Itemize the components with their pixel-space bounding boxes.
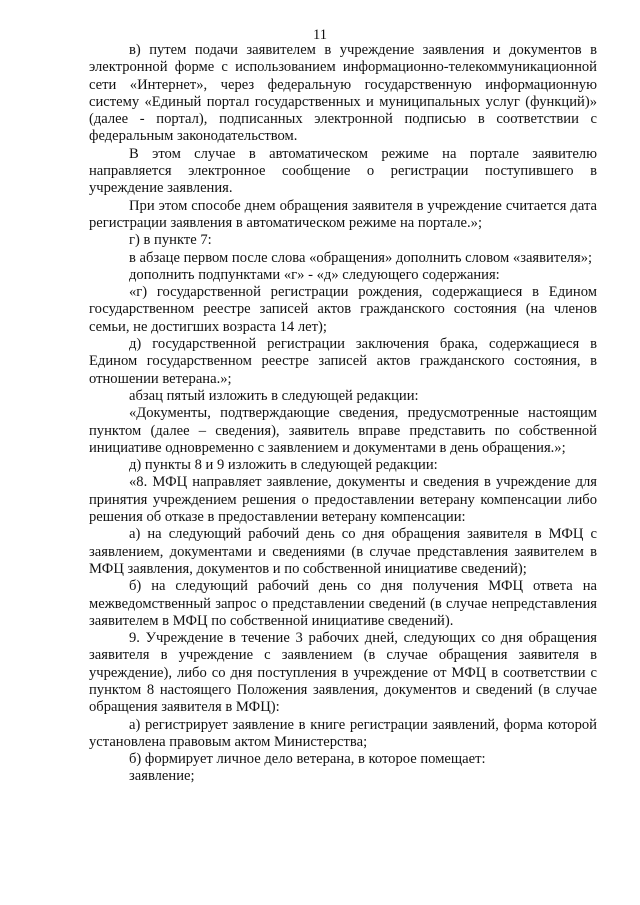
paragraph-8a-next-working-day: а) на следующий рабочий день со дня обращения заявителя в МФЦ с заявлением, документами и сведениями (в случае представления заявителем в МФЦ заявления, документов и по собственной инициативе сведений); bbox=[89, 526, 597, 577]
page-number: 11 bbox=[313, 27, 327, 43]
paragraph-point-9-institution: 9. Учреждение в течение 3 рабочих дней, следующих со дня обращения заявителя в учреждение с заявлением (в случае обращения заявителя в учреждение), либо со дня поступления в учреждение от МФЦ в соответствии с пунктом 8 настоящего Положения заявления, документов и сведений (в случае обращения заявителя в МФЦ): bbox=[89, 630, 597, 716]
document-body bbox=[89, 42, 597, 786]
paragraph-add-subpoints: дополнить подпунктами «г» - «д» следующего содержания: bbox=[129, 266, 500, 283]
paragraph-documents-confirming: «Документы, подтверждающие сведения, предусмотренные настоящим пунктом (далее – сведения), заявитель вправе представить по собственной инициативе одновременно с заявлением и документами в день обращения.»; bbox=[89, 405, 597, 456]
paragraph-subpoint-d-marriage: д) государственной регистрации заключения брака, содержащиеся в Едином государственном реестре записей актов гражданского состояния, в отношении ветерана.»; bbox=[89, 336, 597, 387]
paragraph-registration-date: При этом способе днем обращения заявителя в учреждение считается дата регистрации заявления в автоматическом режиме на портале.»; bbox=[89, 197, 597, 231]
paragraph-first-abzac-amendment: в абзаце первом после слова «обращения» дополнить словом «заявителя»; bbox=[129, 249, 593, 266]
paragraph-v-electronic-submission: в) путем подачи заявителем в учреждение заявления и документов в электронной форме с использованием информационно-телекоммуникационной сети «Интернет», через федеральную государственную информационную систему «Единый портал государственных и муниципальных услуг (функций)» (далее - портал), подписанных электронной подписью в соответствии с федеральным законодательством. bbox=[89, 42, 597, 145]
paragraph-application-item: заявление; bbox=[129, 768, 195, 785]
paragraph-fifth-abzac: абзац пятый изложить в следующей редакции: bbox=[129, 387, 419, 404]
paragraph-8b-interagency-request: б) на следующий рабочий день со дня получения МФЦ ответа на межведомственный запрос о представлении сведений (в случае непредставления заявителем в МФЦ по собственной инициативе сведений). bbox=[89, 578, 597, 629]
paragraph-subpoint-g-birth: «г) государственной регистрации рождения, содержащиеся в Едином государственном реестре записей актов гражданского состояния (на членов семьи, не достигших возраста 14 лет); bbox=[89, 284, 597, 335]
paragraph-d-points-8-9: д) пункты 8 и 9 изложить в следующей редакции: bbox=[129, 457, 438, 474]
paragraph-point-8-mfc: «8. МФЦ направляет заявление, документы и сведения в учреждение для принятия учреждением решения о предоставлении ветерану компенсации либо решения об отказе в предоставлении ветерану компенсации: bbox=[89, 474, 597, 526]
paragraph-g-point-7: г) в пункте 7: bbox=[129, 232, 212, 249]
paragraph-9b-personal-file: б) формирует личное дело ветерана, в которое помещает: bbox=[129, 751, 486, 768]
paragraph-auto-notification: В этом случае в автоматическом режиме на портале заявителю направляется электронное сообщение о регистрации поступившего в учреждение заявления. bbox=[89, 145, 597, 197]
paragraph-9a-registers: а) регистрирует заявление в книге регистрации заявлений, форма которой установлена правовым актом Министерства; bbox=[89, 716, 597, 750]
